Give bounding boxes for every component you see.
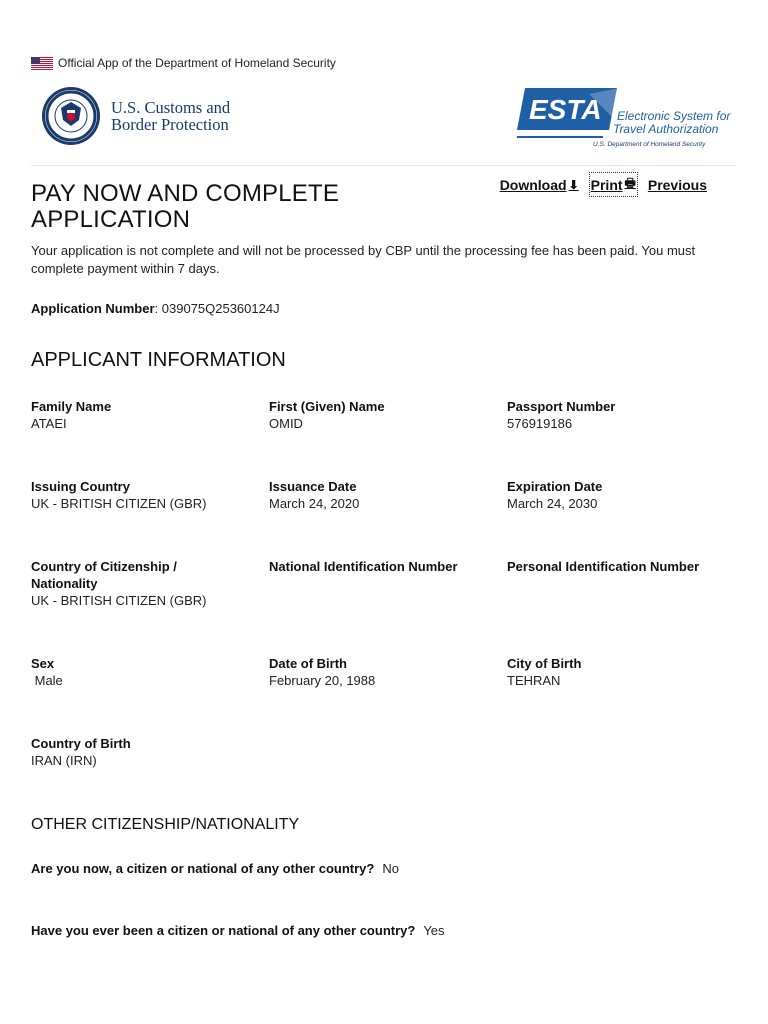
- field-label: First (Given) Name: [269, 399, 385, 414]
- printer-icon: 🖶: [624, 176, 636, 190]
- field-country-of-citizenship: [31, 558, 221, 609]
- official-banner-text: Official App of the Department of Homeland Security: [58, 56, 336, 70]
- field-label: Date of Birth: [269, 656, 347, 671]
- field-label: Expiration Date: [507, 479, 603, 494]
- esta-logo[interactable]: [517, 86, 731, 150]
- field-value: IRAN (IRN): [31, 753, 97, 768]
- field-value: February 20, 1988: [269, 673, 376, 688]
- us-flag-icon: [31, 57, 53, 70]
- field-label: National Identification Number: [269, 559, 458, 574]
- field-first-name: [269, 398, 489, 432]
- applicant-section-title: APPLICANT INFORMATION: [31, 349, 286, 371]
- field-label: Sex: [31, 656, 55, 671]
- esta-dept-text: U.S. Department of Homeland Security: [593, 141, 706, 148]
- field-value: Male: [31, 673, 63, 688]
- cbp-name-line2: Border Protection: [111, 115, 229, 134]
- field-label: Country of Birth: [31, 736, 131, 751]
- field-value: 576919186: [507, 416, 573, 431]
- previous-label: Previous: [647, 176, 707, 193]
- field-label: Issuance Date: [269, 479, 357, 494]
- field-value: UK - BRITISH CITIZEN (GBR): [31, 496, 207, 511]
- intro-text: Your application is not complete and will not be processed by CBP until the processing fee has been paid. You must complete payment within 7 days.: [31, 243, 696, 276]
- field-issuance-date: [269, 478, 489, 512]
- field-label: Issuing Country: [31, 479, 130, 494]
- field-value: TEHRAN: [507, 673, 561, 688]
- print-label: Print: [590, 176, 623, 193]
- esta-tagline-line1: Electronic System for: [617, 109, 731, 123]
- question-text: Have you ever been a citizen or national of any other country?: [31, 923, 416, 938]
- esta-tagline-line2: Travel Authorization: [613, 122, 719, 136]
- field-personal-id-number: [507, 558, 727, 575]
- field-label: City of Birth: [507, 656, 582, 671]
- field-label: Passport Number: [507, 399, 616, 414]
- field-expiration-date: [507, 478, 727, 512]
- question-current-citizenship: [31, 861, 399, 876]
- field-label: Personal Identification Number: [507, 559, 700, 574]
- application-number: Application Number: 039075Q25360124J: [31, 301, 280, 316]
- answer-text: Yes: [423, 923, 445, 938]
- previous-link[interactable]: [648, 174, 707, 195]
- application-number-value: 039075Q25360124J: [161, 301, 280, 316]
- field-national-id-number: [269, 558, 489, 575]
- application-number-label: Application Number: [31, 301, 155, 316]
- field-value: March 24, 2020: [269, 496, 360, 511]
- page-actions: [500, 174, 707, 195]
- dhs-seal-icon: [41, 86, 101, 146]
- page-title: PAY NOW AND COMPLETE APPLICATION: [31, 180, 340, 233]
- cbp-logo[interactable]: [41, 86, 230, 146]
- download-link[interactable]: [500, 174, 579, 195]
- question-previous-citizenship: [31, 923, 445, 938]
- header-divider: [31, 165, 736, 166]
- field-city-of-birth: [507, 655, 727, 689]
- other-citizenship-title: OTHER CITIZENSHIP/NATIONALITY: [31, 816, 300, 833]
- field-value: March 24, 2030: [507, 496, 598, 511]
- official-banner: [31, 56, 336, 70]
- field-value: ATAEI: [31, 416, 67, 431]
- cbp-name-line1: U.S. Customs and: [111, 98, 231, 117]
- field-sex: [31, 655, 251, 689]
- download-icon: ⬇: [568, 177, 579, 192]
- download-label: Download: [499, 176, 567, 193]
- field-issuing-country: [31, 478, 251, 512]
- field-date-of-birth: [269, 655, 489, 689]
- print-link[interactable]: [591, 174, 636, 195]
- field-country-of-birth: [31, 735, 251, 769]
- esta-logo-text: ESTA: [529, 94, 602, 125]
- field-value: OMID: [269, 416, 303, 431]
- question-text: Are you now, a citizen or national of any other country?: [31, 861, 375, 876]
- field-value: UK - BRITISH CITIZEN (GBR): [31, 593, 207, 608]
- answer-text: No: [382, 861, 399, 876]
- field-label: Family Name: [31, 399, 112, 414]
- field-family-name: [31, 398, 251, 432]
- field-passport-number: [507, 398, 727, 432]
- field-label: Country of Citizenship / Nationality: [31, 559, 177, 591]
